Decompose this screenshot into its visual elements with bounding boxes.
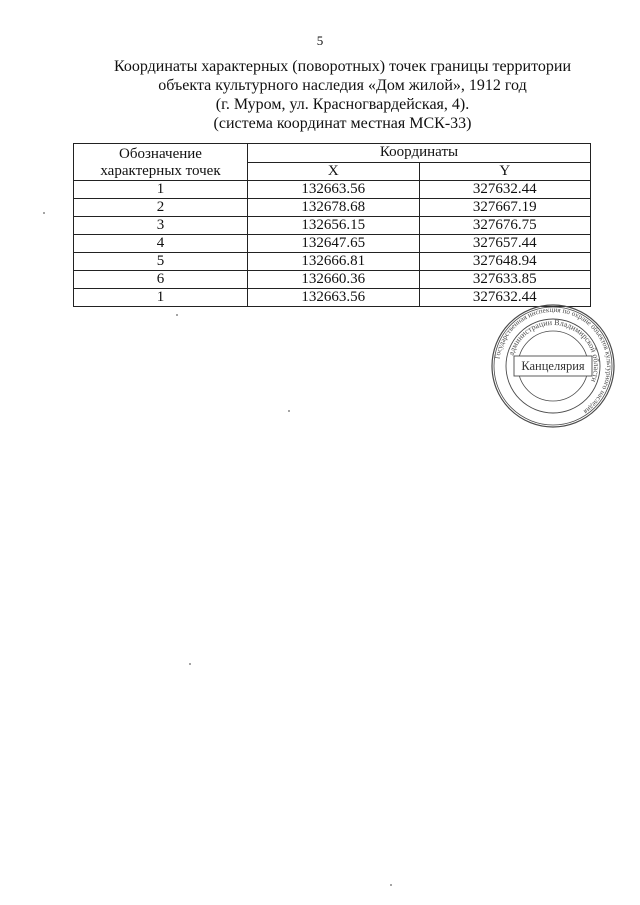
point-cell: 6 bbox=[74, 271, 248, 289]
x-cell: 132666.81 bbox=[248, 253, 420, 271]
x-cell: 132678.68 bbox=[248, 199, 420, 217]
table-row bbox=[74, 217, 591, 235]
table-row bbox=[74, 271, 591, 289]
coordinates-table bbox=[73, 143, 591, 307]
table-row bbox=[74, 235, 591, 253]
stamp-outer-text: Государственная инспекция по охране объектов культурного наследия bbox=[493, 305, 614, 416]
title-line-1: Координаты характерных (поворотных) точек границы территории bbox=[113, 58, 572, 75]
y-cell: 327648.94 bbox=[419, 253, 591, 271]
x-cell: 132663.56 bbox=[248, 181, 420, 199]
header-designation bbox=[74, 144, 248, 181]
point-cell: 1 bbox=[74, 181, 248, 199]
header-coordinates: Координаты bbox=[248, 144, 591, 163]
x-cell: 132663.56 bbox=[248, 289, 420, 307]
header-designation-line-2: характерных точек bbox=[100, 163, 221, 179]
y-cell: 327633.85 bbox=[419, 271, 591, 289]
table-row bbox=[74, 253, 591, 271]
y-cell: 327632.44 bbox=[419, 181, 591, 199]
point-cell: 2 bbox=[74, 199, 248, 217]
header-designation-line-1: Обозначение bbox=[119, 146, 202, 162]
scan-speck bbox=[189, 663, 191, 665]
table-row bbox=[74, 181, 591, 199]
scan-speck bbox=[43, 212, 45, 214]
title-line-4: (система координат местная МСК-33) bbox=[213, 115, 472, 132]
x-cell: 132656.15 bbox=[248, 217, 420, 235]
header-y: Y bbox=[419, 162, 591, 181]
document-title bbox=[40, 57, 640, 133]
point-cell: 1 bbox=[74, 289, 248, 307]
y-cell: 327667.19 bbox=[419, 199, 591, 217]
stamp-inner-text: администрации Владимирской области bbox=[506, 317, 602, 384]
stamp-center-text: Канцелярия bbox=[521, 359, 585, 373]
table-row bbox=[74, 199, 591, 217]
point-cell: 4 bbox=[74, 235, 248, 253]
point-cell: 5 bbox=[74, 253, 248, 271]
header-x: X bbox=[248, 162, 420, 181]
page-number: 5 bbox=[316, 33, 324, 48]
point-cell: 3 bbox=[74, 217, 248, 235]
x-cell: 132660.36 bbox=[248, 271, 420, 289]
office-stamp bbox=[491, 304, 615, 428]
y-cell: 327676.75 bbox=[419, 217, 591, 235]
y-cell: 327657.44 bbox=[419, 235, 591, 253]
x-cell: 132647.65 bbox=[248, 235, 420, 253]
scan-speck bbox=[176, 314, 178, 316]
scan-speck bbox=[390, 884, 392, 886]
title-line-2: объекта культурного наследия «Дом жилой», 1912 год bbox=[158, 77, 527, 94]
title-line-3: (г. Муром, ул. Красногвардейская, 4). bbox=[215, 96, 470, 113]
y-cell: 327632.44 bbox=[419, 289, 591, 307]
scan-speck bbox=[288, 410, 290, 412]
